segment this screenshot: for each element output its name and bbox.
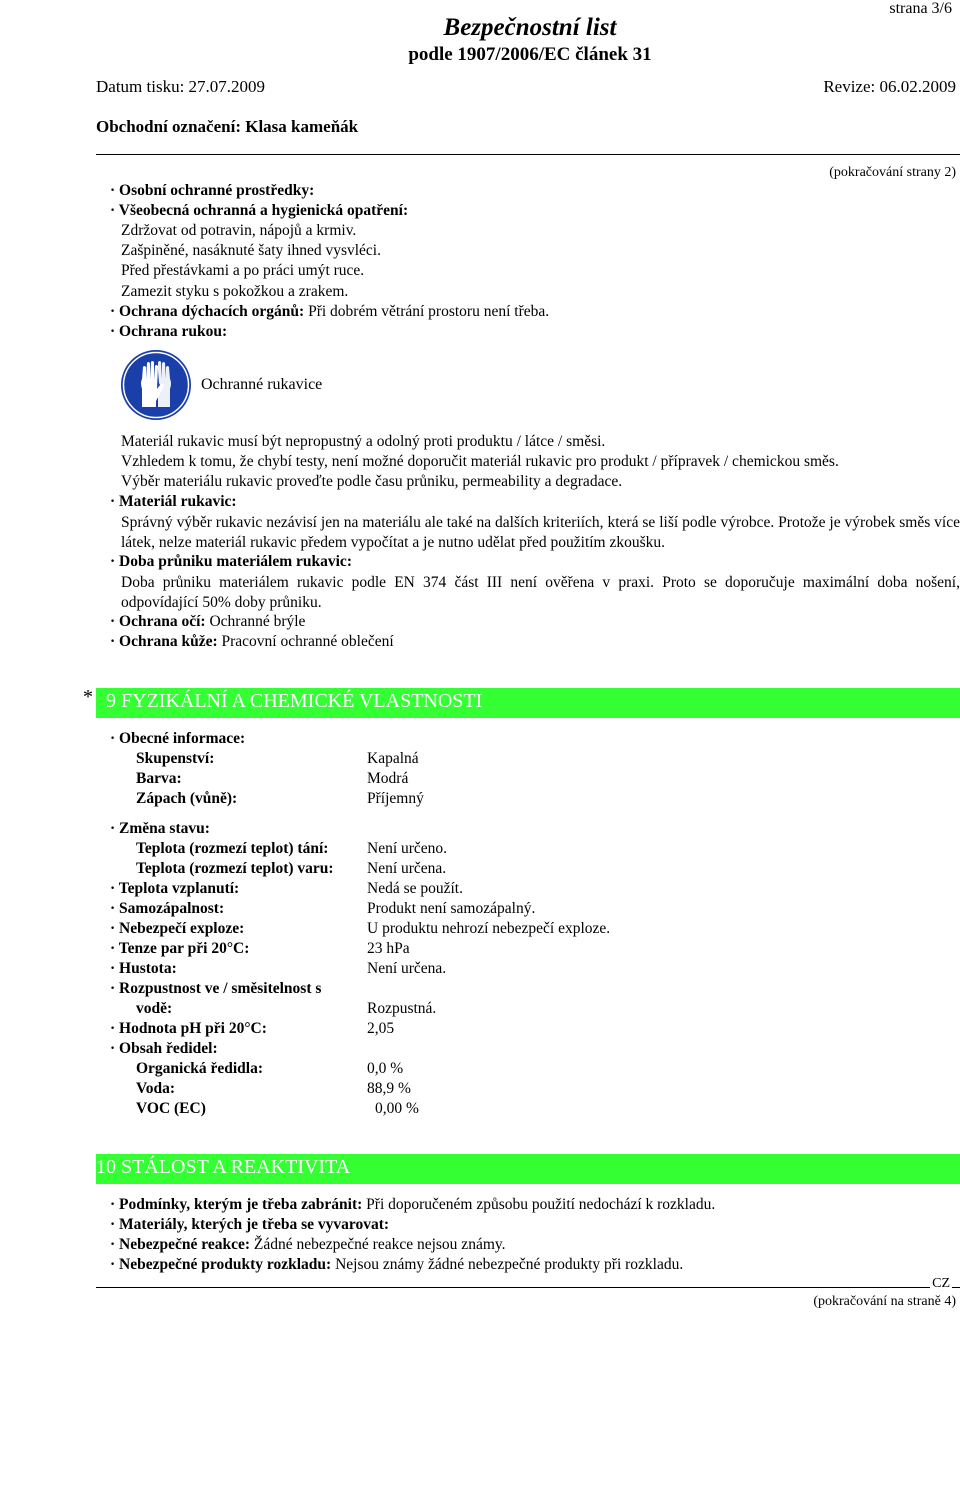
water-label: Voda: — [136, 1080, 176, 1097]
flash-point-label: · Teplota vzplanutí: — [110, 880, 240, 897]
conditions-value: Při doporučeném způsobu použití nedochází k rozkladu. — [366, 1196, 716, 1213]
melting-point-value: Není určeno. — [367, 840, 448, 857]
boiling-point-value: Není určena. — [367, 860, 447, 877]
skin-protection-label: · Ochrana kůže: — [110, 633, 218, 650]
continued-to: (pokračování na straně 4) — [813, 1294, 956, 1309]
hand-protection-label: · Ochrana rukou: — [110, 323, 228, 340]
explosion-label: · Nebezpečí exploze: — [110, 920, 245, 937]
revision-date: Revize: 06.02.2009 — [823, 77, 956, 96]
eye-protection-value: Ochranné brýle — [209, 613, 306, 630]
products-label: · Nebezpečné produkty rozkladu: — [110, 1256, 332, 1273]
section-9-header — [96, 688, 960, 718]
glove-material-text: Správný výběr rukavic nezávisí jen na materiálu ale také na dalších kriteriích, která se liší podle výrobce. Protože je výrobek směs více látek, nelze materiál rukavic předem vypočítat a je nutno udělat před použitím zkoušku. — [121, 514, 960, 551]
general-measures-heading: · Všeobecná ochranná a hygienická opatření: — [110, 202, 409, 219]
hazardous-reactions — [110, 1236, 506, 1254]
section-10-title: 10 STÁLOST A REAKTIVITA — [96, 1156, 351, 1178]
hand-protection-line: Vzhledem k tomu, že chybí testy, není možné doporučit materiál rukavic pro produkt / přípravek / chemickou směs. — [121, 453, 839, 470]
trade-name: Obchodní označení: Klasa kameňák — [96, 117, 359, 136]
ph-label: · Hodnota pH při 20°C: — [110, 1020, 267, 1037]
flash-point-value: Nedá se použít. — [367, 880, 463, 897]
respiratory-value: Při dobrém větrání prostoru není třeba. — [308, 303, 550, 320]
document-title: Bezpečnostní list — [443, 14, 617, 41]
odor-value: Příjemný — [367, 790, 424, 807]
gloves-sign-icon — [120, 349, 192, 421]
autoignition-value: Produkt není samozápalný. — [367, 900, 536, 917]
explosion-value: U produktu nehrozí nebezpečí exploze. — [367, 920, 611, 937]
autoignition-label: · Samozápalnost: — [110, 900, 225, 917]
odor-label: Zápach (vůně): — [136, 790, 238, 807]
organic-solvents-value: 0,0 % — [367, 1060, 404, 1077]
general-measure-line: Zašpiněné, nasáknuté šaty ihned vysvléci. — [121, 242, 381, 259]
section-10-header — [96, 1154, 960, 1184]
solubility-label-water: vodě: — [136, 1000, 173, 1017]
voc-label: VOC (EC) — [136, 1100, 206, 1117]
eye-protection — [110, 613, 305, 631]
color-label: Barva: — [136, 770, 182, 787]
solubility-label: · Rozpustnost ve / směsitelnost s — [110, 980, 322, 997]
penetration-time-label: · Doba průniku materiálem rukavic: — [110, 553, 352, 570]
vapor-pressure-value: 23 hPa — [367, 940, 410, 957]
skin-protection — [110, 633, 394, 651]
ppe-heading: · Osobní ochranné prostředky: — [110, 182, 315, 199]
general-measure-line: Před přestávkami a po práci umýt ruce. — [121, 262, 365, 279]
language-code: CZ — [932, 1276, 950, 1291]
state-label: Skupenství: — [136, 750, 215, 767]
vapor-pressure-label: · Tenze par při 20°C: — [110, 940, 250, 957]
reactions-label: · Nebezpečné reakce: — [110, 1236, 251, 1253]
state-change-label: · Změna stavu: — [110, 820, 210, 837]
conditions-to-avoid — [110, 1196, 715, 1214]
organic-solvents-label: Organická ředidla: — [136, 1060, 264, 1077]
penetration-time-text: Doba průniku materiálem rukavic podle EN 374 část III není ověřena v praxi. Proto se doporučuje maximální doba nošení, odpovídající 50% doby průniku. — [121, 574, 960, 611]
density-value: Není určena. — [367, 960, 447, 977]
skin-protection-value: Pracovní ochranné oblečení — [221, 633, 394, 650]
general-measure-line: Zamezit styku s pokožkou a zrakem. — [121, 283, 349, 300]
hand-protection-line: Výběr materiálu rukavic proveďte podle času průniku, permeability a degradace. — [121, 473, 623, 490]
document-subtitle: podle 1907/2006/EC článek 31 — [408, 44, 652, 65]
revision-star: * — [83, 686, 93, 708]
respiratory-protection — [110, 303, 549, 321]
density-label: · Hustota: — [110, 960, 177, 977]
reactions-value: Žádné nebezpečné reakce nejsou známy. — [253, 1236, 506, 1253]
boiling-point-label: Teplota (rozmezí teplot) varu: — [136, 860, 334, 877]
general-info-label: · Obecné informace: — [110, 730, 246, 747]
products-value: Nejsou známy žádné nebezpečné produkty při rozkladu. — [335, 1256, 684, 1273]
solvent-content-label: · Obsah ředidel: — [110, 1040, 218, 1057]
melting-point-label: Teplota (rozmezí teplot) tání: — [136, 840, 329, 857]
glove-material-label: · Materiál rukavic: — [110, 493, 237, 510]
continued-from: (pokračování strany 2) — [829, 165, 956, 180]
header-divider — [96, 154, 960, 155]
ph-value: 2,05 — [367, 1020, 395, 1037]
print-date: Datum tisku: 27.07.2009 — [96, 77, 266, 96]
respiratory-label: · Ochrana dýchacích orgánů: — [110, 303, 305, 320]
conditions-label: · Podmínky, kterým je třeba zabránit: — [110, 1196, 363, 1213]
page-number: strana 3/6 — [889, 0, 952, 17]
water-value: 88,9 % — [367, 1080, 411, 1097]
hand-protection-line: Materiál rukavic musí být nepropustný a odolný proti produktu / látce / směsi. — [121, 433, 606, 450]
voc-value: 0,00 % — [375, 1100, 419, 1117]
footer-divider — [96, 1287, 960, 1288]
state-value: Kapalná — [367, 750, 419, 767]
incompatible-materials-label: · Materiály, kterých je třeba se vyvarovat: — [110, 1216, 390, 1233]
eye-protection-label: · Ochrana očí: — [110, 613, 206, 630]
gloves-sign-label: Ochranné rukavice — [201, 376, 323, 393]
solubility-value: Rozpustná. — [367, 1000, 437, 1017]
section-9-title: 9 FYZIKÁLNÍ A CHEMICKÉ VLASTNOSTI — [106, 690, 483, 712]
general-measure-line: Zdržovat od potravin, nápojů a krmiv. — [121, 222, 357, 239]
decomposition-products — [110, 1256, 683, 1274]
color-value: Modrá — [367, 770, 409, 787]
